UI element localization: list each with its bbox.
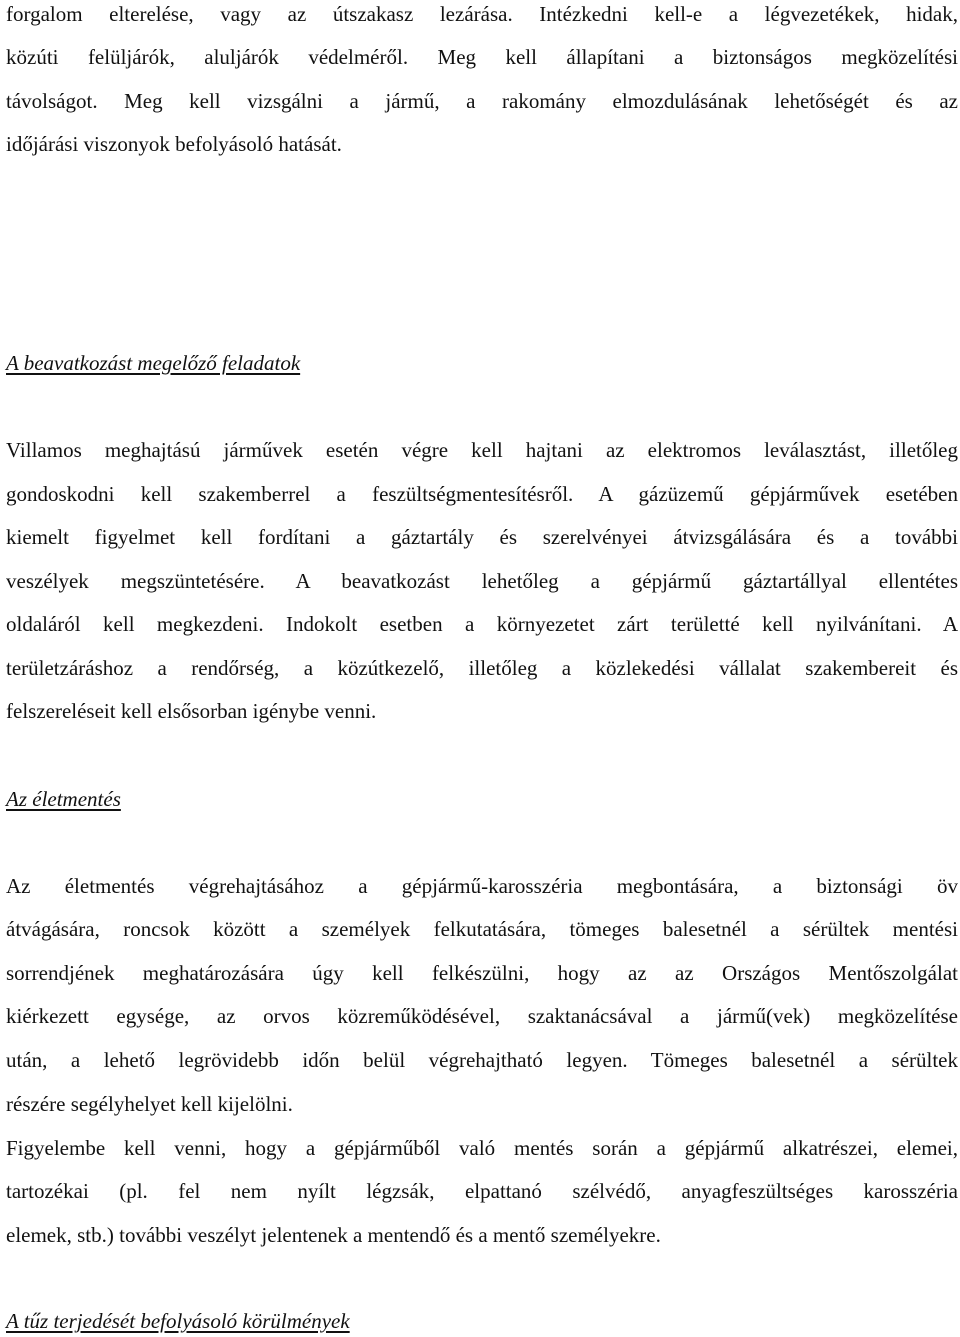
section-heading: A beavatkozást megelőző feladatok: [6, 351, 301, 375]
text-line: Figyelembe kell venni, hogy a gépjárműből való mentés során a gépjármű alkatrészei, elemei,: [6, 1136, 958, 1160]
text-line: sorrendjének meghatározására úgy kell felkészülni, hogy az az Országos Mentőszolgálat: [6, 961, 958, 985]
text-line: kiérkezett egysége, az orvos közreműködésével, szaktanácsával a jármű(vek) megközelítése: [6, 1004, 958, 1028]
text-line: távolságot. Meg kell vizsgálni a jármű, a rakomány elmozdulásának lehetőségét és az: [6, 89, 958, 113]
text-line: részére segélyhelyet kell kijelölni.: [6, 1092, 293, 1116]
section-heading: A tűz terjedését befolyásoló körülmények: [6, 1309, 350, 1333]
text-line: Villamos meghajtású járművek esetén végre kell hajtani az elektromos leválasztást, illetőleg: [6, 438, 958, 462]
text-line: tartozékai (pl. fel nem nyílt légzsák, elpattanó szélvédő, anyagfeszültséges karosszéria: [6, 1179, 958, 1203]
text-line: átvágására, roncsok között a személyek felkutatására, tömeges balesetnél a sérültek mentési: [6, 917, 958, 941]
text-line: után, a lehető legrövidebb időn belül végrehajtható legyen. Tömeges balesetnél a sérültek: [6, 1048, 958, 1072]
text-line: gondoskodni kell szakemberrel a feszültségmentesítésről. A gázüzemű gépjárművek esetében: [6, 482, 958, 506]
text-line: kiemelt figyelmet kell fordítani a gáztartály és szerelvényei átvizsgálására és a további: [6, 525, 958, 549]
text-line: oldaláról kell megkezdeni. Indokolt esetben a környezetet zárt területté kell nyilvánítani. A: [6, 612, 958, 636]
text-line: felszereléseit kell elsősorban igénybe venni.: [6, 699, 377, 723]
text-line: területzáráshoz a rendőrség, a közútkezelő, illetőleg a közlekedési vállalat szakembereit és: [6, 656, 958, 680]
section-heading: Az életmentés: [6, 787, 121, 811]
text-line: veszélyek megszüntetésére. A beavatkozást lehetőleg a gépjármű gáztartállyal ellentétes: [6, 569, 958, 593]
text-line: közúti felüljárók, aluljárók védelméről. Meg kell állapítani a biztonságos megközelítési: [6, 45, 958, 69]
text-line: Az életmentés végrehajtásához a gépjármű-karosszéria megbontására, a biztonsági öv: [6, 874, 958, 898]
text-line: forgalom elterelése, vagy az útszakasz lezárása. Intézkedni kell-e a légvezetékek, hidak,: [6, 2, 958, 26]
text-line: elemek, stb.) további veszélyt jelentenek a mentendő és a mentő személyekre.: [6, 1223, 661, 1247]
text-line: időjárási viszonyok befolyásoló hatását.: [6, 132, 342, 156]
